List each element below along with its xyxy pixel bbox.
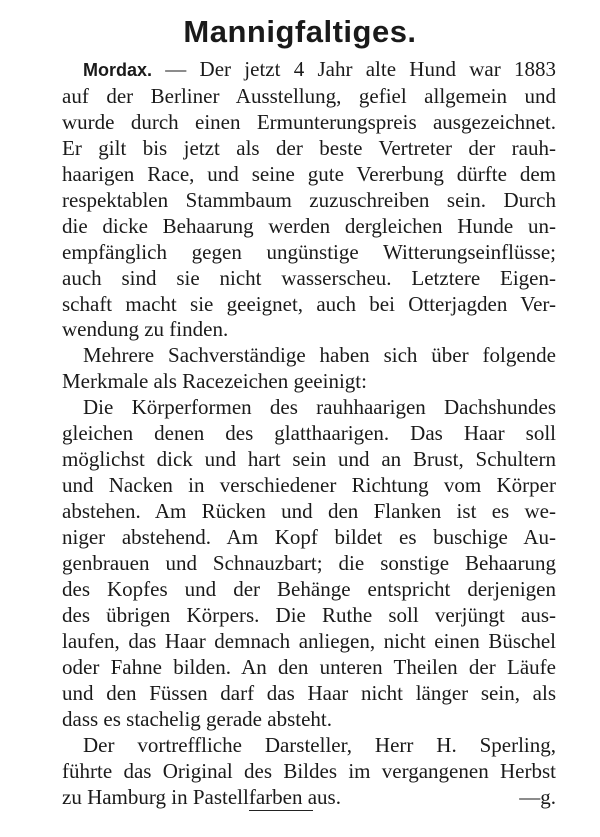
- text-line: und den Füssen darf das Haar nicht länger sein, als: [62, 681, 556, 705]
- page-title: Mannigfaltiges.: [183, 14, 417, 49]
- text-line: respektablen Stammbaum zuzuschreiben sein. Durch: [62, 188, 556, 212]
- text-line: des übrigen Körpers. Die Ruthe soll verjüngt aus-: [62, 603, 556, 627]
- text-line: Die Körperformen des rauhhaarigen Dachshundes: [83, 395, 556, 419]
- text-line: wendung zu finden.: [62, 317, 229, 341]
- text-line: möglichst dick und hart sein und an Brust, Schultern: [62, 447, 556, 471]
- text-line: Merkmale als Racezeichen geeinigt:: [62, 369, 367, 393]
- text-line: haarigen Race, und seine gute Vererbung dürfte dem: [62, 162, 556, 186]
- text-line: Er gilt bis jetzt als der beste Vertreter der rauh-: [62, 136, 556, 160]
- text-line: genbrauen und Schnauzbart; die sonstige Behaarung: [62, 551, 556, 575]
- text-line: führte das Original des Bildes im vergangenen Herbst: [62, 759, 556, 783]
- text-line: dass es stachelig gerade absteht.: [62, 707, 332, 731]
- text-line: des Kopfes und der Behänge entspricht derjenigen: [62, 577, 556, 601]
- text-line: niger abstehend. Am Kopf bildet es buschige Au-: [62, 525, 556, 549]
- text-line: schaft macht sie geeignet, auch bei Otterjagden Ver-: [62, 292, 556, 316]
- lead-word: Mordax.: [83, 60, 153, 80]
- text-line: oder Fahne bilden. An den unteren Theilen der Läufe: [62, 655, 556, 679]
- text-line: Der vortreffliche Darsteller, Herr H. Sperling,: [83, 733, 556, 757]
- text-line: Mordax. — Der jetzt 4 Jahr alte Hund war 1883: [83, 57, 556, 81]
- text-line: auf der Berliner Ausstellung, gefiel allgemein und: [62, 84, 556, 108]
- author-signature: —g.: [519, 785, 556, 809]
- text-line: die dicke Behaarung werden dergleichen Hunde un-: [62, 214, 556, 238]
- text-line: zu Hamburg in Pastellfarben aus. —g.: [62, 785, 556, 809]
- text-line: laufen, das Haar demnach anliegen, nicht einen Büschel: [62, 629, 556, 653]
- text-line: abstehen. Am Rücken und den Flanken ist es we-: [62, 499, 556, 523]
- text-line: wurde durch einen Ermunterungspreis ausgezeichnet.: [62, 110, 556, 134]
- text-line: empfänglich gegen ungünstige Witterungseinflüsse;: [62, 240, 556, 264]
- text-line: gleichen denen des glatthaarigen. Das Haar soll: [62, 421, 556, 445]
- text-line: auch sind sie nicht wasserscheu. Letztere Eigen-: [62, 266, 556, 290]
- text-line: und Nacken in verschiedener Richtung vom Körper: [62, 473, 556, 497]
- text-line: Mehrere Sachverständige haben sich über folgende: [83, 343, 556, 367]
- closing-rule: [249, 810, 313, 811]
